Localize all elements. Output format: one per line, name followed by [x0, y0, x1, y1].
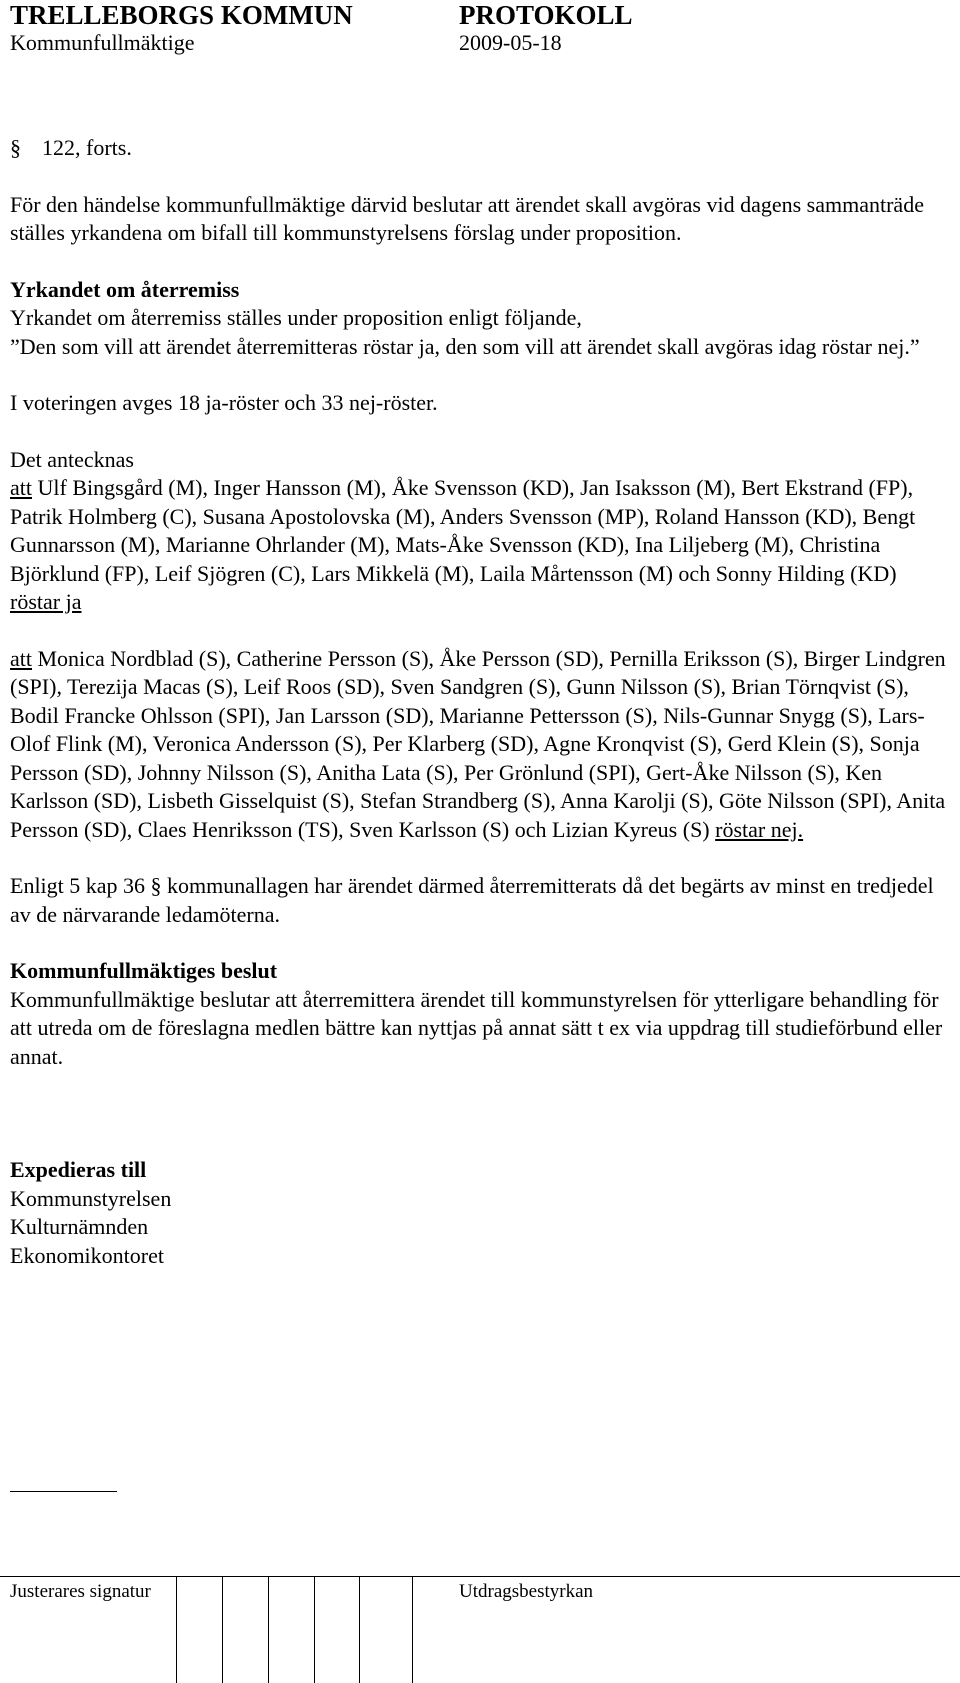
law-text: kommunallagen har ärendet därmed återremitterats då det begärts av minst en tredjedel av de närvarande ledamöterna. — [10, 873, 934, 927]
signature-divider — [0, 1576, 960, 1577]
short-divider — [10, 1491, 117, 1492]
section-reference — [10, 134, 946, 163]
law-reference: Enligt 5 kap 36 — [10, 873, 146, 898]
intro-paragraph: För den händelse kommunfullmäktige därvid beslutar att ärendet skall avgöras vid dagens sammanträde ställes yrkandena om bifall till kommunstyrelsens förslag under proposition. — [10, 191, 924, 245]
document-type: PROTOKOLL — [459, 0, 633, 30]
signature-box-divider — [222, 1576, 223, 1683]
decision-heading: Kommunfullmäktiges beslut — [10, 958, 278, 983]
dispatch-item: Kulturnämnden — [10, 1214, 149, 1239]
yes-voters-paragraph — [10, 474, 946, 617]
att-keyword: att — [10, 475, 32, 500]
extract-certification-label: Utdragsbestyrkan — [459, 1581, 594, 1602]
section-symbol: § — [150, 873, 162, 898]
signature-label: Justerares signatur — [10, 1581, 151, 1602]
remiss-heading: Yrkandet om återremiss — [10, 276, 240, 302]
municipality-name: TRELLEBORGS KOMMUN — [10, 0, 353, 30]
protocol-body — [10, 134, 946, 1270]
no-voters-names: Monica Nordblad (S), Catherine Persson (S), Åke Persson (SD), Pernilla Eriksson (S), Birger Lindgren (SPI), Terezija Macas (S), Leif Roos (SD), Sven Sandgren (S), Gunn Nilsson (S), Brian Törnqvist (S), Bodil Francke Ohlsson (SPI), Jan Larsson (SD), Marianne Pettersson (S), Nils-Gunnar Snygg (S), Lars-Olof Flink (M), Veronica Andersson (S), Per Klarberg (SD), Agne Kronqvist (S), Gerd Klein (S), Sonja Persson (SD), Johnny Nilsson (S), Anitha Lata (S), Per Grönlund (SPI), Gert-Åke Nilsson (S), Ken Karlsson (SD), Lisbeth Gisselquist (S), Stefan Strandberg (S), Anna Karolji (S), Göte Nilsson (SPI), Anita Persson (SD), Claes Henriksson (TS), Sven Karlsson (S) och Lizian Kyreus (S) — [10, 645, 946, 842]
att-keyword: att — [10, 645, 32, 671]
dispatch-item: Ekonomikontoret — [10, 1242, 164, 1268]
decision-text: Kommunfullmäktige beslutar att återremittera ärendet till kommunstyrelsen för ytterligare behandling för att utreda om de föreslagna medlen bättre kan nyttjas på annat sätt t ex via uppdrag till studieförbund eller annat. — [10, 986, 943, 1069]
yes-voters-names: Ulf Bingsgård (M), Inger Hansson (M), Åke Svensson (KD), Jan Isaksson (M), Bert Ekstrand (FP), Patrik Holmberg (C), Susana Apostolovska (M), Anders Svensson (MP), Roland Hansson (KD), Bengt Gunnarsson (M), Marianne Ohrlander (M), Mats-Åke Svensson (KD), Ina Liljeberg (M), Christina Björklund (FP), Leif Sjögren (C), Lars Mikkelä (M), Laila Mårtensson (M) och Sonny Hilding (KD) — [10, 475, 916, 586]
yes-vote-label: röstar ja — [10, 589, 82, 614]
law-paragraph — [10, 872, 946, 929]
signature-box-divider — [176, 1576, 177, 1683]
signature-box-divider — [268, 1576, 269, 1683]
signature-box-divider — [314, 1576, 315, 1683]
meeting-date: 2009-05-18 — [459, 30, 562, 55]
signature-box-divider — [412, 1576, 413, 1683]
no-voters-paragraph — [10, 645, 946, 845]
no-vote-label: röstar nej. — [715, 816, 804, 842]
signature-box-divider — [359, 1576, 360, 1683]
section-number: 122, forts. — [42, 135, 132, 160]
committee-name: Kommunfullmäktige — [10, 30, 195, 55]
vote-result: I voteringen avges 18 ja-röster och 33 nej-röster. — [10, 390, 438, 415]
noted-label: Det antecknas — [10, 446, 134, 472]
remiss-quote: ”Den som vill att ärendet återremitteras röstar ja, den som vill att ärendet skall avgöras idag röstar nej.” — [10, 333, 920, 359]
dispatch-heading: Expedieras till — [10, 1157, 147, 1182]
remiss-statement: Yrkandet om återremiss ställes under proposition enligt följande, — [10, 305, 582, 330]
section-symbol: § — [10, 135, 21, 160]
dispatch-item: Kommunstyrelsen — [10, 1185, 172, 1211]
